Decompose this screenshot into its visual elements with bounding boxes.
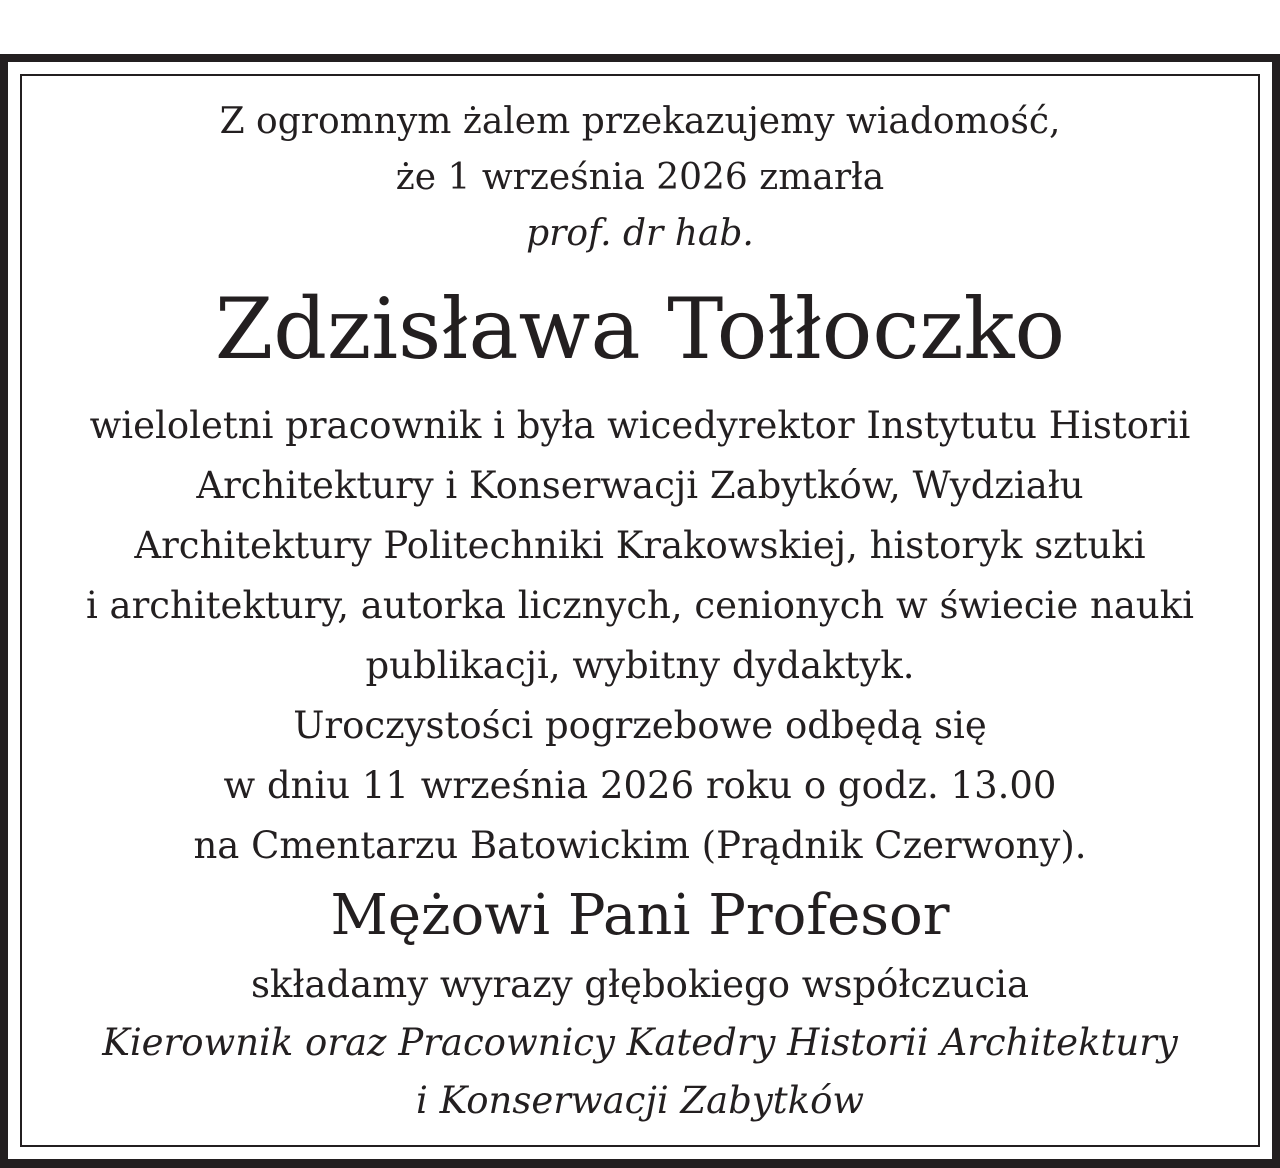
signature-line: i Konserwacji Zabytków [415,1079,865,1122]
funeral-line: Uroczystości pogrzebowe odbędą się [293,704,987,747]
obituary-notice [0,94,1280,1130]
intro-line: Z ogromnym żalem przekazujemy wiadomość, [219,101,1061,142]
academic-title: prof. dr hab. [526,213,754,254]
bio-line: wieloletni pracownik i była wicedyrektor Instytutu Historii [89,404,1191,447]
signature-line: Kierownik oraz Pracownicy Katedry Historii Architektury [102,1021,1178,1064]
condolence-heading: Mężowi Pani Profesor [330,883,950,948]
funeral-line: na Cmentarzu Batowickim (Prądnik Czerwony). [193,824,1087,867]
bio-line: i architektury, autorka licznych, cenionych w świecie nauki [85,584,1195,627]
bio-line: Architektury Politechniki Krakowskiej, historyk sztuki [134,524,1146,567]
bio-line: Architektury i Konserwacji Zabytków, Wydziału [196,464,1084,507]
intro-line: że 1 września 2026 zmarła [395,157,885,198]
deceased-name: Zdzisława Tołłoczko [214,280,1066,378]
funeral-details [0,696,1280,876]
funeral-line: w dniu 11 września 2026 roku o godz. 13.00 [223,764,1057,807]
condolence-text: składamy wyrazy głębokiego współczucia [250,963,1030,1006]
signature [0,1014,1280,1130]
biography [0,396,1280,696]
bio-line: publikacji, wybitny dydaktyk. [365,644,915,687]
intro-text [0,94,1280,206]
